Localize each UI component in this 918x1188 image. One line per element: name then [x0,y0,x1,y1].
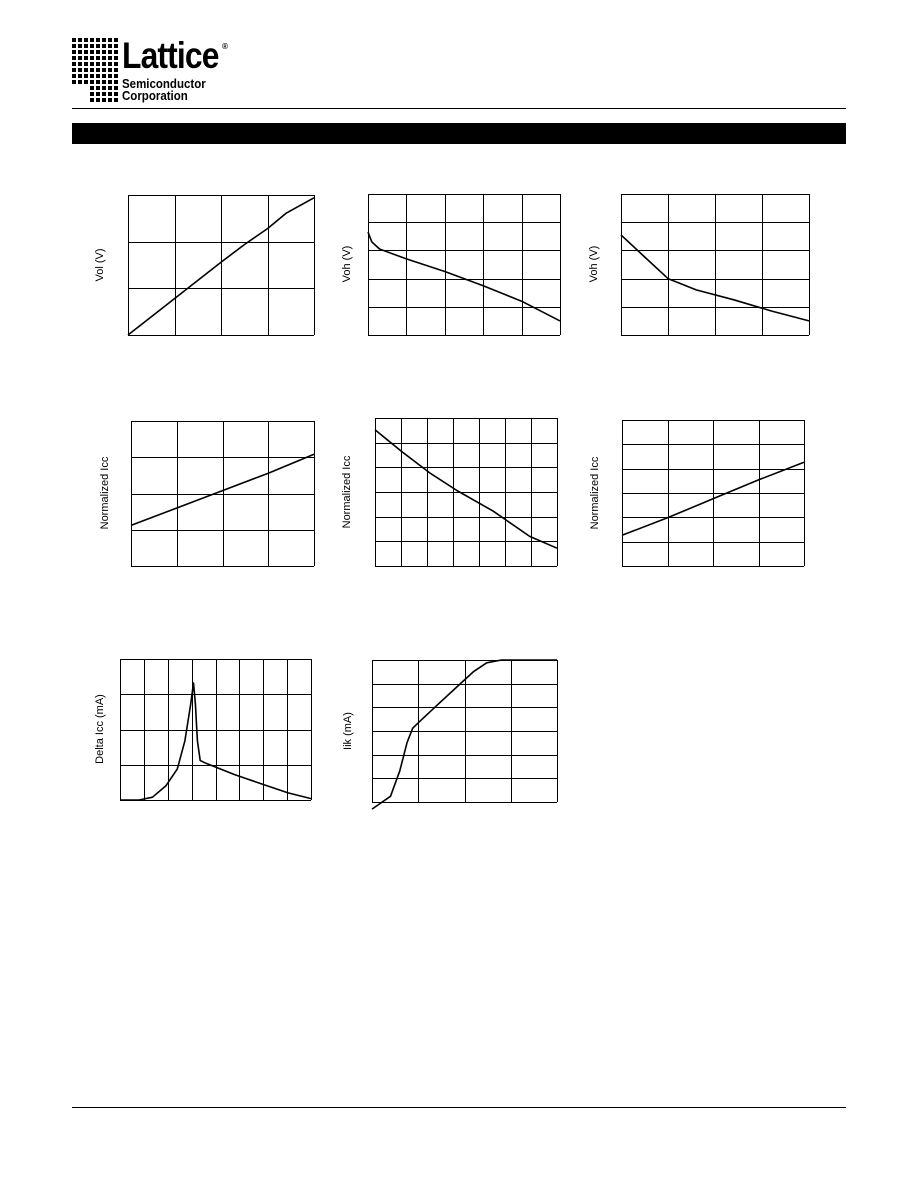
logo-dot [102,86,106,90]
logo-dot [102,56,106,60]
chart-plot [621,194,809,335]
logo-dot [102,62,106,66]
logo-dot [114,86,118,90]
logo-dot [90,62,94,66]
logo-dot [90,56,94,60]
logo-dot [96,74,100,78]
chart-plot [120,659,311,800]
logo-dot [90,44,94,48]
logo-dot [108,62,112,66]
logo-dot [108,98,112,102]
logo-dot [114,56,118,60]
y-axis-label: Voh (V) [341,245,353,283]
chart-normalized-icc-2 [341,418,557,566]
logo-dot [96,50,100,54]
logo-dot [78,74,82,78]
lattice-logo [72,35,242,104]
logo-dot [96,80,100,84]
chart-plot [368,194,560,335]
logo-dot [96,56,100,60]
logo-dot [114,92,118,96]
logo-dot [108,56,112,60]
logo-dot [96,62,100,66]
y-axis-label: Delta Icc (mA) [94,694,106,764]
logo-dot [84,56,88,60]
logo-dot [78,38,82,42]
logo-dot [84,62,88,66]
y-axis-label: Normalized Icc [99,456,111,530]
logo-dot [84,80,88,84]
logo-dot [102,92,106,96]
logo-dot [72,56,76,60]
logo-dot [108,80,112,84]
logo-dot [78,56,82,60]
logo-dot [102,38,106,42]
logo-dot [102,50,106,54]
chart-plot [622,420,804,566]
logo-dot [96,38,100,42]
logo-dot [102,68,106,72]
logo-subtitle-1: Semiconductor [122,77,206,91]
chart-normalized-icc-1 [99,421,314,566]
logo-dot [90,98,94,102]
logo-dot [108,92,112,96]
logo-dot [72,74,76,78]
chart-plot [375,418,557,566]
logo-dot [72,80,76,84]
logo-dot [72,62,76,66]
logo-dot [114,62,118,66]
logo-dot [78,80,82,84]
logo-dot [102,98,106,102]
footer-rule [72,1107,846,1108]
logo-dot [90,92,94,96]
y-axis-label: Normalized Icc [589,456,601,530]
title-band [72,123,846,144]
logo-dot-grid-icon [72,38,120,104]
logo-dot [90,80,94,84]
logo-dot [72,44,76,48]
series-line [131,454,314,525]
logo-dot [96,68,100,72]
logo-dot [90,74,94,78]
series-line [372,660,557,809]
logo-dot [114,38,118,42]
logo-dot [108,50,112,54]
logo-dot [84,68,88,72]
chart-iik [342,660,557,802]
logo-dot [84,74,88,78]
logo-registered-mark: ® [222,42,228,51]
chart-voh-2 [588,194,809,335]
logo-dot [84,38,88,42]
logo-dot [114,80,118,84]
logo-dot [72,50,76,54]
logo-dot [84,50,88,54]
series-line [120,683,311,800]
chart-voh-1 [341,194,560,335]
logo-dot [90,68,94,72]
logo-dot [78,62,82,66]
logo-dot [102,74,106,78]
logo-dot [108,74,112,78]
series-line [375,430,557,548]
logo-dot [78,50,82,54]
logo-dot [72,38,76,42]
logo-dot [84,44,88,48]
logo-dot [90,50,94,54]
logo-dot [78,68,82,72]
y-axis-label: Iik (mA) [342,712,354,750]
logo-dot [96,98,100,102]
chart-plot [372,660,557,802]
logo-dot [96,86,100,90]
chart-plot [131,421,314,566]
logo-dot [108,44,112,48]
logo-dot [72,68,76,72]
y-axis-label: Normalized Icc [341,455,353,529]
logo-dot [102,80,106,84]
logo-dot [114,68,118,72]
chart-plot [128,195,314,335]
header-rule [72,108,846,109]
logo-dot [114,74,118,78]
logo-dot [108,86,112,90]
logo-dot [78,44,82,48]
y-axis-label: Voh (V) [588,245,600,283]
y-axis-label: Vol (V) [94,248,106,282]
logo-dot [114,50,118,54]
logo-dot [96,92,100,96]
logo-dot [114,44,118,48]
chart-normalized-icc-3 [589,420,804,566]
chart-delta-icc [94,659,311,800]
logo-dot [108,38,112,42]
logo-dot [96,44,100,48]
logo-dot [102,44,106,48]
logo-dot [114,98,118,102]
logo-wordmark: Lattice [122,35,219,76]
logo-dot [90,38,94,42]
logo-subtitle-2: Corporation [122,89,188,103]
chart-vol [94,195,314,335]
logo-dot [90,86,94,90]
logo-dot [108,68,112,72]
